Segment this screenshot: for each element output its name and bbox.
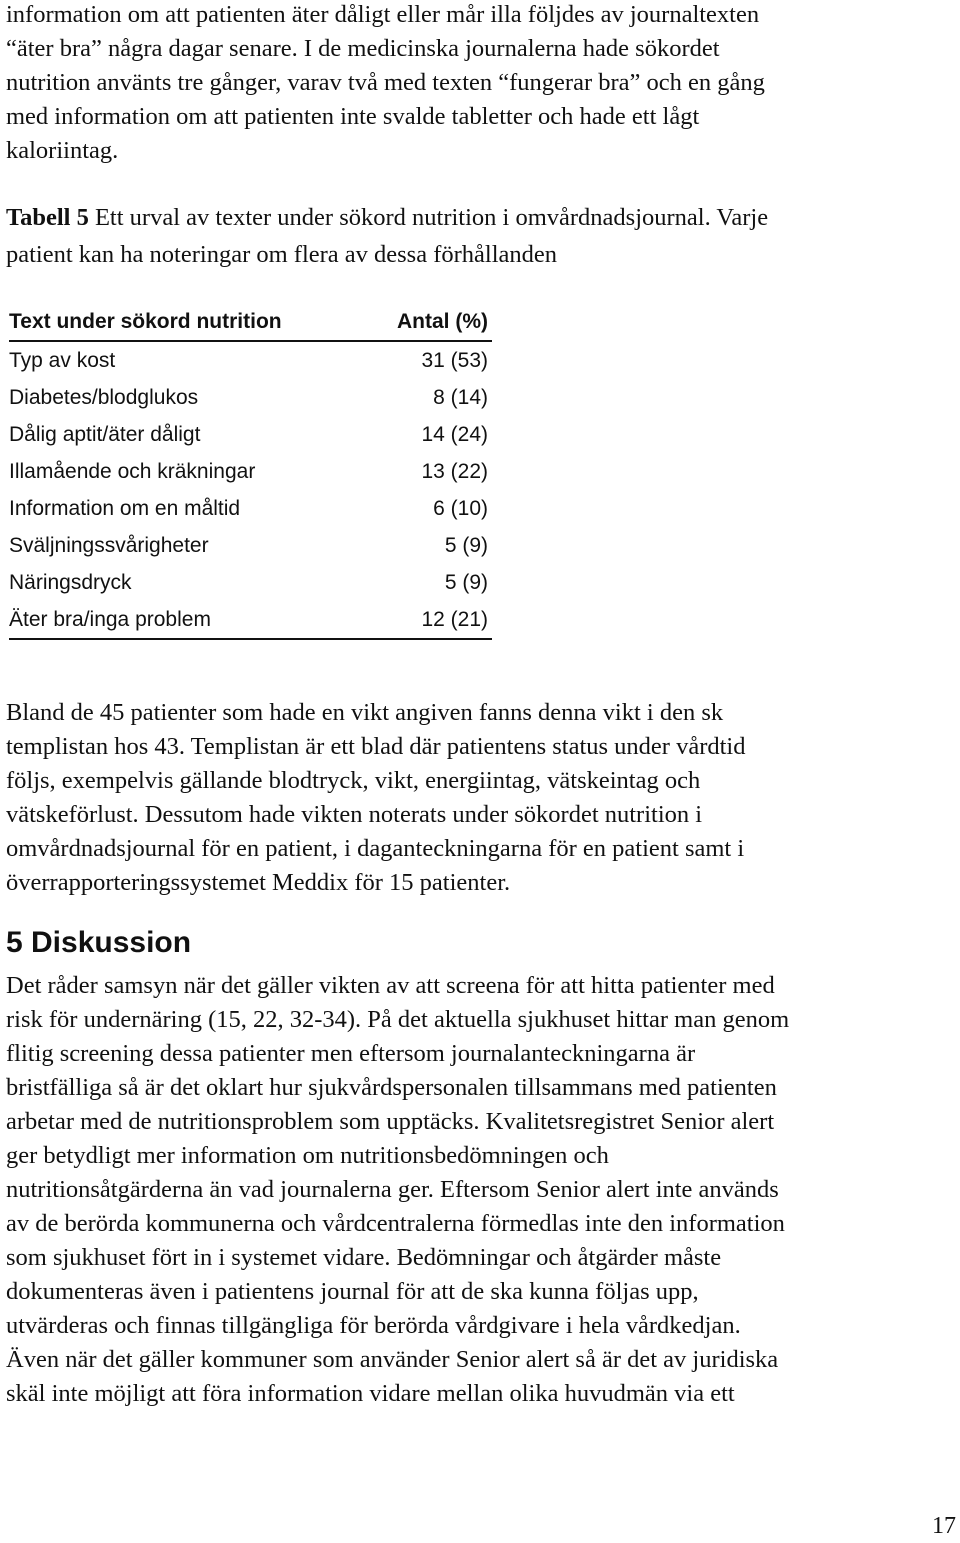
row-label: Information om en måltid	[9, 497, 241, 520]
row-value: 12 (21)	[421, 607, 488, 631]
text-line: arbetar med de nutritionsproblem som upptäcks. Kvalitetsregistret Senior alert	[6, 1108, 775, 1135]
text-line: flitig screening dessa patienter men eftersom journalanteckningarna är	[6, 1040, 696, 1067]
text-line: av de berörda kommunerna och vårdcentralerna förmedlas inte den information	[6, 1210, 785, 1237]
row-label: Typ av kost	[9, 349, 116, 373]
table-row	[9, 601, 492, 638]
text-line: dokumenteras även i patientens journal för att de ska kunna följas upp,	[6, 1278, 699, 1305]
text-line: överrapporteringssystemet Meddix för 15 patienter.	[6, 869, 511, 896]
results-paragraph	[6, 696, 956, 900]
text-line: Även när det gäller kommuner som använder Senior alert så är det av juridiska	[6, 1346, 779, 1373]
row-value: 14 (24)	[421, 423, 488, 447]
text-line: utvärderas och finnas tillgängliga för berörda vårdgivare i hela vårdkedjan.	[6, 1312, 741, 1339]
row-label: Illamående och kräkningar	[9, 460, 256, 484]
column-header-count: Antal (%)	[397, 310, 488, 333]
text-line: omvårdnadsjournal för en patient, i daganteckningarna för en patient samt i	[6, 835, 745, 862]
table-row	[9, 491, 492, 528]
row-value: 5 (9)	[444, 570, 488, 594]
row-value: 8 (14)	[433, 386, 488, 410]
row-value: 6 (10)	[433, 497, 488, 520]
text-line: som sjukhuset fört in i systemet vidare. Bedömningar och åtgärder måste	[6, 1244, 722, 1271]
row-label: Diabetes/blodglukos	[9, 386, 199, 410]
text-line: nutritionsåtgärderna än vad journalerna ger. Eftersom Senior alert inte används	[6, 1176, 779, 1203]
text-line: Det råder samsyn när det gäller vikten av att screena för att hitta patienter med	[6, 972, 775, 999]
text-line: templistan hos 43. Templistan är ett blad där patientens status under vårdtid	[6, 733, 746, 760]
section-heading: 5 Diskussion	[6, 926, 192, 959]
table-row	[9, 343, 492, 380]
text-line: skäl inte möjligt att föra information vidare mellan olika huvudmän via ett	[6, 1380, 735, 1407]
text-line: med information om att patienten inte svalde tabletter och hade ett lågt	[6, 103, 700, 130]
row-label: Dålig aptit/äter dåligt	[9, 423, 201, 447]
text-line: ger betydligt mer information om nutritionsbedömningen och	[6, 1142, 609, 1169]
nutrition-table	[9, 304, 492, 640]
table-header	[9, 304, 492, 342]
intro-paragraph	[6, 0, 956, 168]
table-row	[9, 527, 492, 564]
table-row	[9, 380, 492, 417]
caption-line	[6, 199, 956, 236]
text-line: nutrition använts tre gånger, varav två med texten “fungerar bra” och en gång	[6, 69, 765, 96]
table-row	[9, 564, 492, 601]
text-line: “äter bra” några dagar senare. I de medicinska journalerna hade sökordet	[6, 35, 720, 62]
table-caption	[6, 199, 956, 273]
row-value: 31 (53)	[421, 349, 488, 373]
caption-text: Ett urval av texter under sökord nutrition i omvårdnadsjournal. Varje	[88, 204, 769, 231]
text-line: information om att patienten äter dåligt eller mår illa följdes av journaltexten	[6, 1, 760, 28]
caption-label: Tabell 5	[6, 204, 89, 231]
caption-line: patient kan ha noteringar om flera av dessa förhållanden	[6, 241, 558, 268]
column-header-text: Text under sökord nutrition	[9, 310, 282, 333]
text-line: Bland de 45 patienter som hade en vikt angiven fanns denna vikt i den sk	[6, 699, 724, 726]
table-row	[9, 454, 492, 491]
discussion-paragraph	[6, 969, 956, 1411]
table-row	[9, 417, 492, 454]
text-line: risk för undernäring (15, 22, 32-34). På det aktuella sjukhuset hittar man genom	[6, 1006, 790, 1033]
text-line: vätskeförlust. Dessutom hade vikten noterats under sökordet nutrition i	[6, 801, 703, 828]
row-label: Näringsdryck	[9, 570, 132, 594]
text-line: följs, exempelvis gällande blodtryck, vikt, energiintag, vätskeintag och	[6, 767, 701, 794]
row-label: Äter bra/inga problem	[9, 607, 211, 631]
page-number: 17	[932, 1513, 956, 1539]
table-body	[9, 342, 492, 640]
row-value: 5 (9)	[444, 533, 488, 557]
text-line: bristfälliga så är det oklart hur sjukvårdspersonalen tillsammans med patienten	[6, 1074, 777, 1101]
row-value: 13 (22)	[421, 460, 488, 484]
text-line: kaloriintag.	[6, 137, 119, 164]
row-label: Sväljningssvårigheter	[9, 533, 209, 557]
